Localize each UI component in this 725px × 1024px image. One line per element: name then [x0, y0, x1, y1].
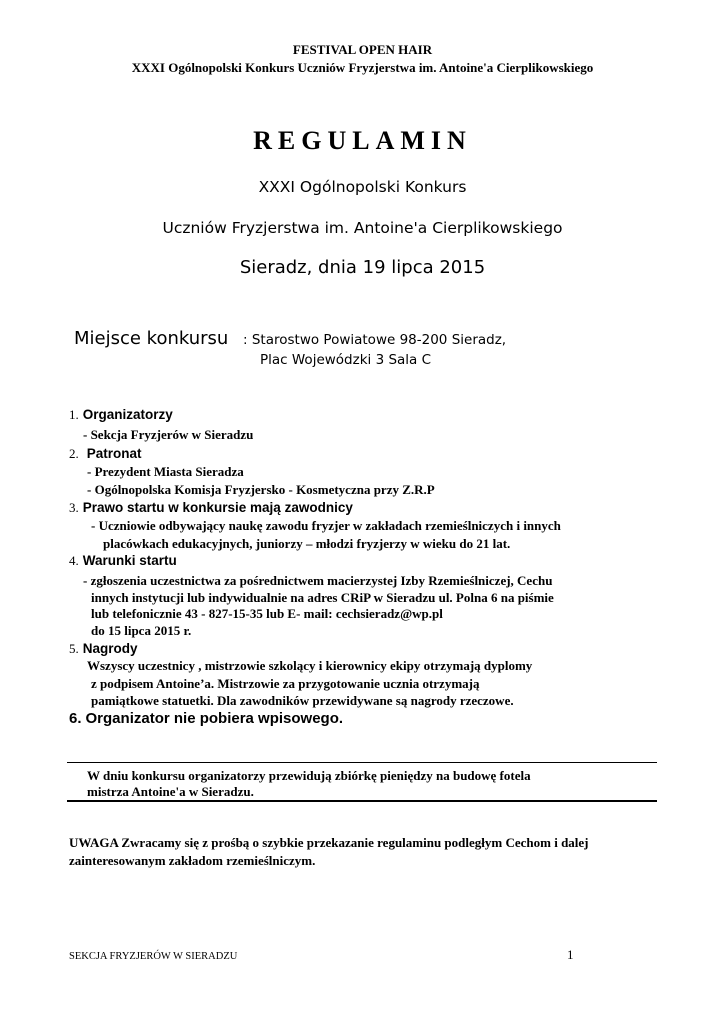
section-4-line-1: - zgłoszenia uczestnictwa za pośrednictwem macierzystej Izby Rzemieślniczej, Cechu: [83, 573, 553, 588]
section-number: 2.: [69, 446, 79, 461]
notice-bottom-rule: [67, 800, 657, 802]
section-1-heading: [69, 406, 173, 424]
subtitle-date: Sieradz, dnia 19 lipca 2015: [239, 257, 486, 278]
notice-top-rule: [67, 762, 657, 763]
header-festival: FESTIVAL OPEN HAIR: [292, 42, 433, 57]
section-2-line-2: - Ogólnopolska Komisja Fryzjersko - Kosmetyczna przy Z.R.P: [87, 482, 435, 497]
page-number: 1: [567, 947, 574, 962]
notice-line-1: W dniu konkursu organizatorzy przewidują zbiórkę pieniędzy na budowę fotela: [87, 768, 531, 783]
uwaga-line-1: UWAGA Zwracamy się z prośbą o szybkie przekazanie regulaminu podległym Cechom i dalej: [69, 835, 589, 850]
section-4-line-2: innych instytucji lub indywidualnie na adres CRiP w Sieradzu ul. Polna 6 na piśmie: [91, 590, 554, 605]
header-contest-name: XXXI Ogólnopolski Konkurs Uczniów Fryzjerstwa im. Antoine'a Cierplikowskiego: [131, 60, 594, 75]
section-3-heading: [69, 499, 353, 517]
notice-line-2: mistrza Antoine'a w Sieradzu.: [87, 784, 254, 799]
subtitle-line1: XXXI Ogólnopolski Konkurs: [258, 178, 467, 196]
section-4-line-3: lub telefonicznie 43 - 827-15-35 lub E- mail: cechsieradz@wp.pl: [91, 606, 443, 621]
section-5-heading: [69, 640, 138, 658]
section-2-heading: [69, 445, 142, 463]
section-title: Organizatorzy: [82, 407, 173, 422]
section-title: Organizator nie pobiera wpisowego.: [85, 710, 344, 727]
section-title: Warunki startu: [82, 553, 177, 568]
section-number: 4.: [69, 553, 79, 568]
section-1-line-1: - Sekcja Fryzjerów w Sieradzu: [83, 427, 254, 442]
place-room: Plac Wojewódzki 3 Sala C: [260, 352, 432, 368]
place-label: Miejsce konkursu: [74, 328, 229, 349]
section-number: 6.: [69, 710, 82, 727]
section-6-heading: [69, 710, 343, 728]
section-3-line-1: - Uczniowie odbywający naukę zawodu fryzjer w zakładach rzemieślniczych i innych: [91, 518, 561, 533]
section-3-line-2: placówkach edukacyjnych, juniorzy – młodzi fryzjerzy w wieku do 21 lat.: [103, 536, 511, 551]
subtitle-line2: Uczniów Fryzjerstwa im. Antoine'a Cierplikowskiego: [162, 219, 563, 237]
section-title: Prawo startu w konkursie mają zawodnicy: [82, 500, 353, 515]
section-5-line-2: z podpisem Antoine’a. Mistrzowie za przygotowanie ucznia otrzymają: [91, 676, 480, 691]
section-number: 1.: [69, 407, 79, 422]
place-address: : Starostwo Powiatowe 98-200 Sieradz,: [243, 332, 507, 348]
section-4-heading: [69, 552, 177, 570]
section-title: Patronat: [86, 446, 142, 461]
section-5-line-3: pamiątkowe statuetki. Dla zawodników przewidywane są nagrody rzeczowe.: [91, 693, 514, 708]
section-number: 3.: [69, 500, 79, 515]
section-number: 5.: [69, 641, 79, 656]
page-title: REGULAMIN: [253, 126, 472, 155]
section-5-line-1: Wszyscy uczestnicy , mistrzowie szkolący i kierownicy ekipy otrzymają dyplomy: [87, 658, 533, 673]
uwaga-line-2: zainteresowanym zakładom rzemieślniczym.: [69, 853, 316, 868]
footer-organization: SEKCJA FRYZJERÓW W SIERADZU: [69, 951, 238, 962]
section-4-line-4: do 15 lipca 2015 r.: [91, 623, 192, 638]
section-title: Nagrody: [82, 641, 138, 656]
section-2-line-1: - Prezydent Miasta Sieradza: [87, 464, 244, 479]
